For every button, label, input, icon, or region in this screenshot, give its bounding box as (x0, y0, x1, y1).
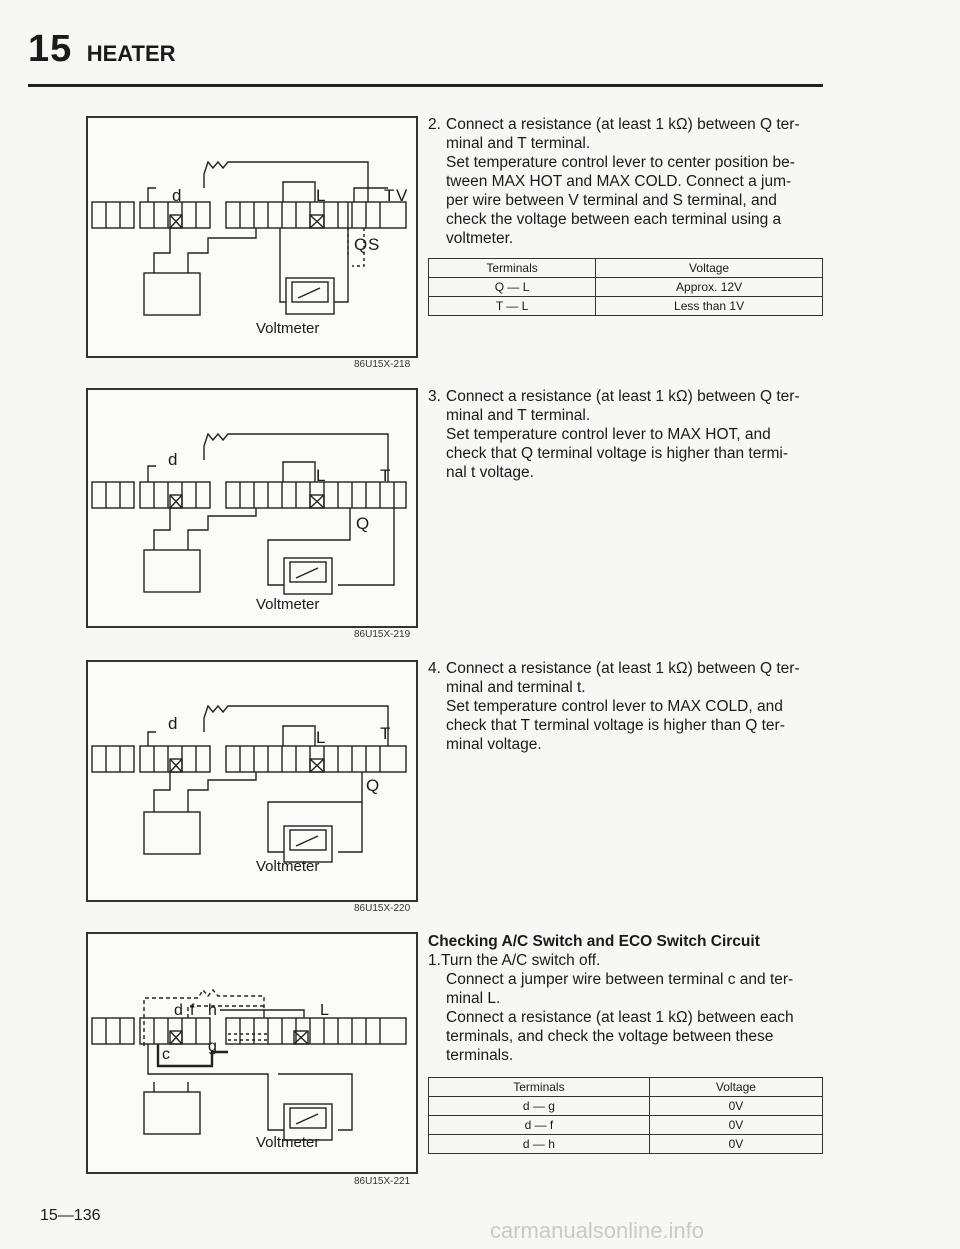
table-cell-voltage: 0V (649, 1116, 822, 1135)
fig1-voltmeter-label: Voltmeter (256, 320, 320, 337)
step-2-line-7: voltmeter. (446, 230, 514, 247)
step-4-line-4: check that T terminal voltage is higher than Q ter- (446, 717, 785, 734)
table-header-terminals: Terminals (429, 1078, 650, 1097)
table-row (429, 1116, 823, 1135)
step-2 (428, 115, 823, 248)
table-cell-voltage: 0V (649, 1135, 822, 1154)
table-header-voltage: Voltage (596, 259, 823, 278)
step-3-line-5: nal t voltage. (446, 464, 534, 481)
fig4-voltmeter-label: Voltmeter (256, 1134, 320, 1151)
step-3-line-3: Set temperature control lever to MAX HOT, and (446, 426, 771, 443)
step-4-line-3: Set temperature control lever to MAX COLD, and (446, 698, 783, 715)
step-2-line-6: check the voltage between each terminal using a (446, 211, 782, 228)
section-line-5: terminals, and check the voltage between these (446, 1028, 774, 1045)
section-line-3: minal L. (446, 990, 501, 1007)
table-cell-voltage: Approx. 12V (596, 278, 823, 297)
fig3-label-d: d (168, 714, 178, 733)
table-cell-terminals: d — f (429, 1116, 650, 1135)
step-3-line-1: Connect a resistance (at least 1 kΩ) between Q ter- (446, 388, 800, 405)
step-3-line-4: check that Q terminal voltage is higher than termi- (446, 445, 789, 462)
section-heading: Checking A/C Switch and ECO Switch Circuit (428, 933, 760, 950)
figure-2-code: 86U15X-219 (354, 629, 411, 640)
fig2-label-T: T (380, 466, 391, 485)
fig4-label-d: d (174, 1002, 183, 1019)
watermark: carmanualsonline.info (490, 1218, 705, 1243)
fig3-voltmeter-label: Voltmeter (256, 858, 320, 875)
fig2-label-Q: Q (356, 514, 370, 533)
fig1-label-L: L (316, 186, 326, 205)
section-step-number: 1. (428, 952, 441, 969)
voltage-table-2 (428, 1077, 823, 1154)
section-line-2: Connect a jumper wire between terminal c and ter- (446, 971, 794, 988)
table-row (429, 1135, 823, 1154)
fig1-label-T: T (384, 186, 395, 205)
header-rule (28, 84, 823, 87)
fig3-label-T: T (380, 724, 391, 743)
fig2-voltmeter-label: Voltmeter (256, 596, 320, 613)
step-2-line-3: Set temperature control lever to center position be- (446, 154, 795, 171)
fig4-label-g: g (208, 1038, 217, 1055)
voltage-table-1 (428, 258, 823, 316)
table-cell-voltage: 0V (649, 1097, 822, 1116)
figure-1-code: 86U15X-218 (354, 359, 411, 370)
fig1-label-S: S (368, 235, 380, 254)
step-4-line-1: Connect a resistance (at least 1 kΩ) between Q ter- (446, 660, 800, 677)
step-2-line-2: minal and T terminal. (446, 135, 591, 152)
step-2-line-1: Connect a resistance (at least 1 kΩ) between Q ter- (446, 116, 800, 133)
fig4-label-L: L (320, 1002, 329, 1019)
chapter-number: 15 (28, 28, 73, 70)
fig3-label-L: L (316, 728, 326, 747)
table-header-row (429, 1078, 823, 1097)
fig1-label-d: d (172, 186, 182, 205)
section-line-6: terminals. (446, 1047, 514, 1064)
step-3 (428, 387, 823, 482)
figure-1-wiring-diagram (86, 116, 418, 358)
table-header-terminals: Terminals (429, 259, 596, 278)
figure-2-wiring-diagram (86, 388, 418, 628)
figure-3-wiring-diagram (86, 660, 418, 902)
step-2-number: 2. (428, 116, 441, 133)
step-2-line-4: tween MAX HOT and MAX COLD. Connect a jum- (446, 173, 792, 190)
table-cell-terminals: d — g (429, 1097, 650, 1116)
fig1-label-Q: Q (354, 235, 368, 254)
section-line-4: Connect a resistance (at least 1 kΩ) between each (446, 1009, 794, 1026)
chapter-title: HEATER (86, 41, 176, 66)
step-4-line-2: minal and terminal t. (446, 679, 586, 696)
figure-3-code: 86U15X-220 (354, 903, 411, 914)
figure-4-wiring-diagram (86, 932, 418, 1174)
ac-eco-section (428, 932, 823, 1065)
fig2-label-d: d (168, 450, 178, 469)
table-row (429, 278, 823, 297)
table-header-row (429, 259, 823, 278)
step-4-number: 4. (428, 660, 441, 677)
fig2-label-L: L (316, 466, 326, 485)
table-cell-terminals: d — h (429, 1135, 650, 1154)
fig4-label-c: c (162, 1046, 170, 1063)
table-cell-voltage: Less than 1V (596, 297, 823, 316)
step-4-line-5: minal voltage. (446, 736, 542, 753)
page-number: 15—136 (40, 1207, 101, 1224)
step-3-number: 3. (428, 388, 441, 405)
figure-4-code: 86U15X-221 (354, 1176, 411, 1187)
step-3-line-2: minal and T terminal. (446, 407, 591, 424)
step-4 (428, 659, 823, 754)
table-cell-terminals: T — L (429, 297, 596, 316)
table-header-voltage: Voltage (649, 1078, 822, 1097)
step-2-line-5: per wire between V terminal and S terminal, and (446, 192, 777, 209)
fig3-label-Q: Q (366, 776, 380, 795)
fig4-label-f: f (190, 1002, 195, 1019)
section-line-1: Turn the A/C switch off. (440, 952, 601, 969)
table-row (429, 1097, 823, 1116)
table-cell-terminals: Q — L (429, 278, 596, 297)
table-row (429, 297, 823, 316)
fig4-label-h: h (208, 1002, 217, 1019)
fig1-label-V: V (396, 186, 408, 205)
page-header (28, 28, 176, 71)
